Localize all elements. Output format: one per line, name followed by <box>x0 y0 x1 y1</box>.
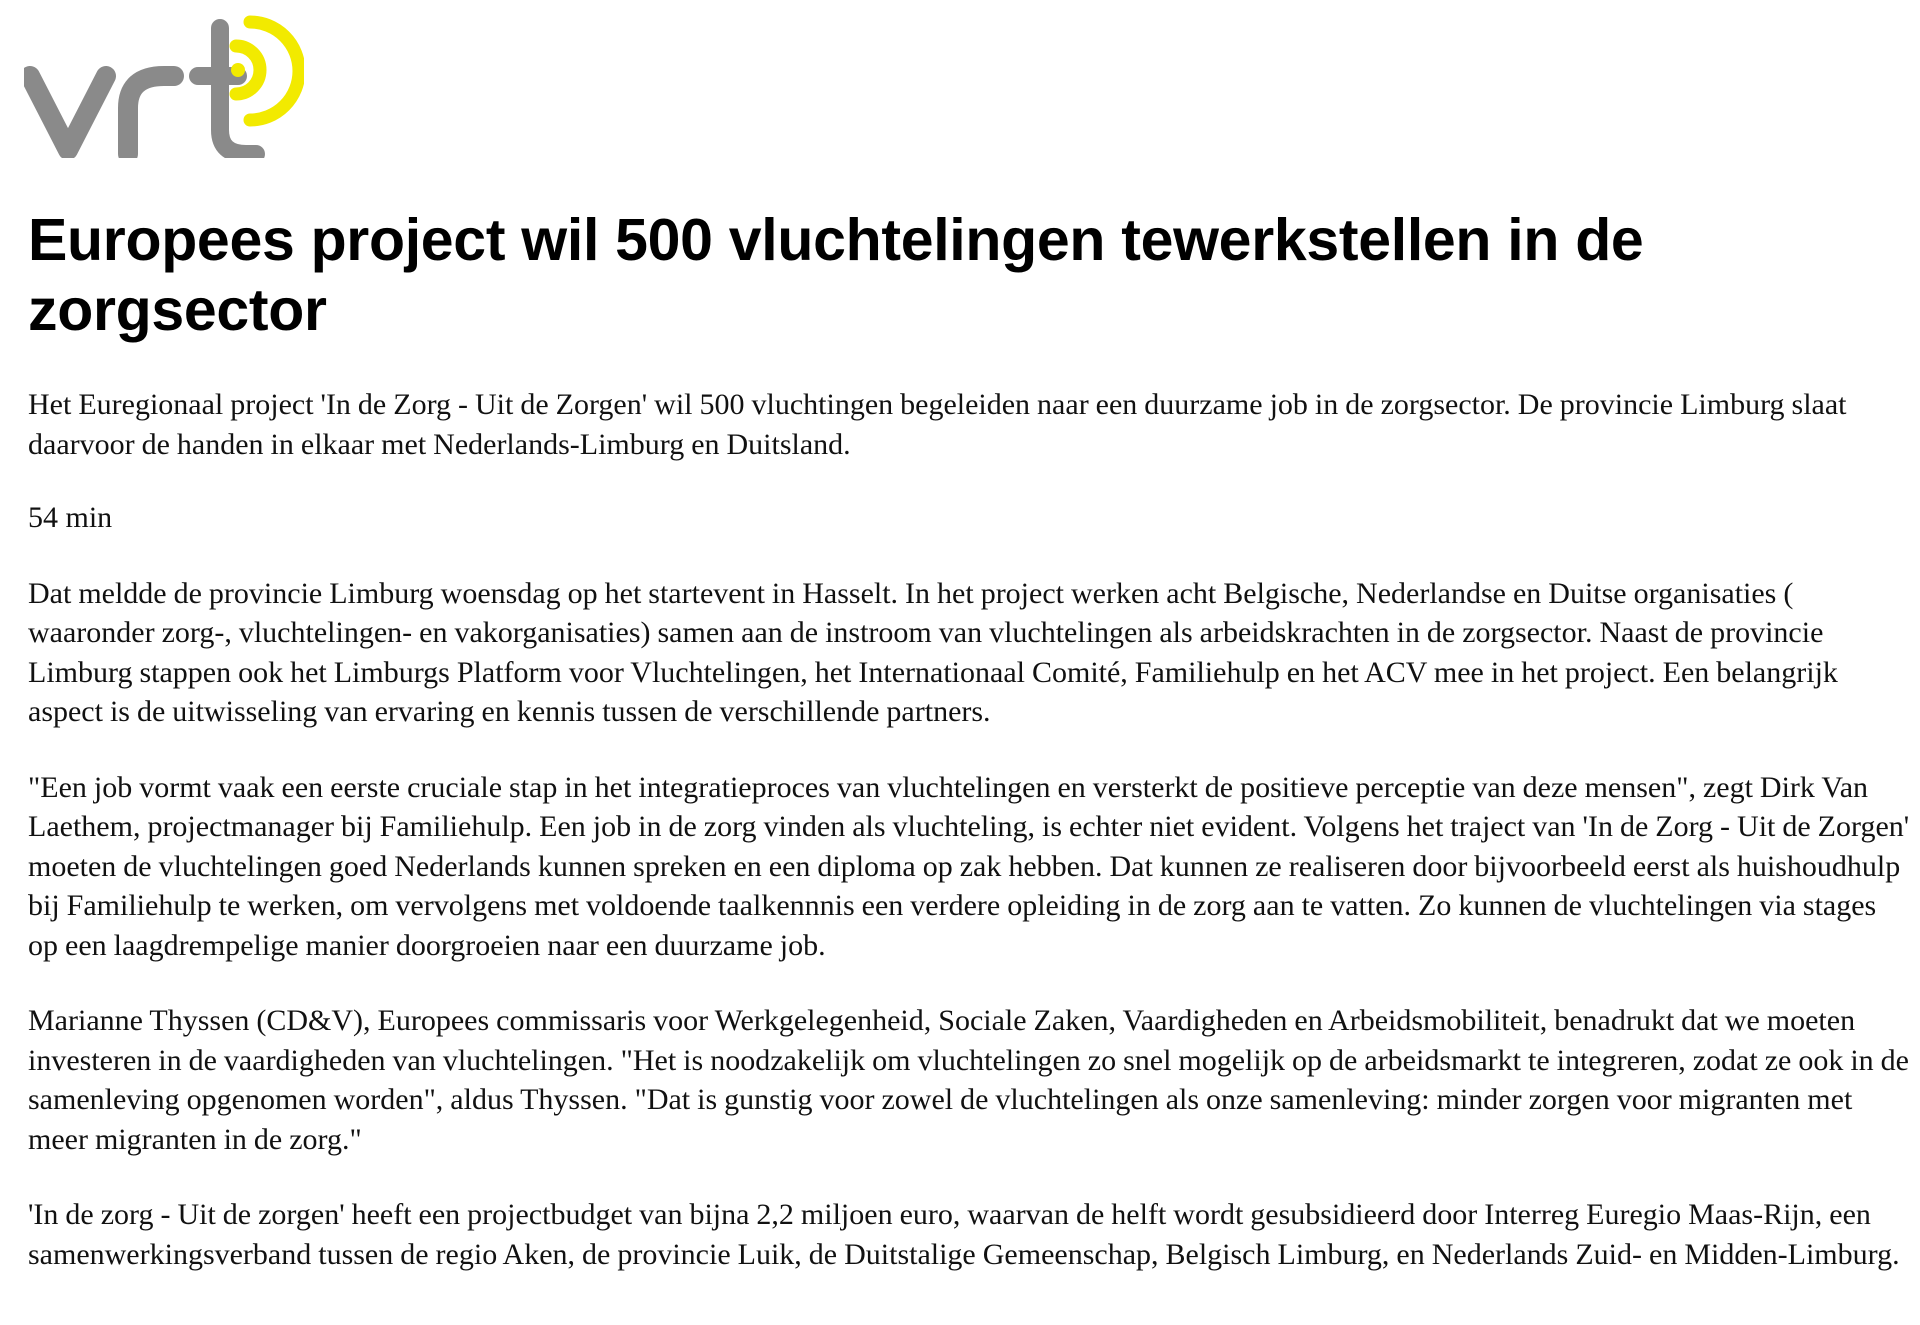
article-title: Europees project wil 500 vluchtelingen tewerkstellen in de zorgsector <box>28 207 1644 343</box>
article-timestamp: 54 min <box>28 501 113 534</box>
article-paragraph: 'In de zorg - Uit de zorgen' heeft een projectbudget van bijna 2,2 miljoen euro, waarvan de helft wordt gesubsidieerd door Interreg Euregio Maas-Rijn, een samenwerkingsverband tussen de regio Aken, de provincie Luik, de Duitstalige Gemeenschap, Belgisch Limburg, en Nederlands Zuid- en Midden-Limburg. <box>28 1198 1900 1271</box>
vrt-logo <box>24 8 304 158</box>
article <box>28 205 1913 1310</box>
article-paragraph: "Een job vormt vaak een eerste cruciale stap in het integratieproces van vluchtelingen en versterkt de positieve perceptie van deze mensen", zegt Dirk Van Laethem, projectmanager bij Familiehulp. Een job in de zorg vinden als vluchteling, is echter niet evident. Volgens het traject van 'In de Zorg - Uit de Zorgen' moeten de vluchtelingen goed Nederlands kunnen spreken en een diploma op zak hebben. Dat kunnen ze realiseren door bijvoorbeeld eerst als huishoudhulp bij Familiehulp te werken, om vervolgens met voldoende taalkennnis een verdere opleiding in de zorg aan te vatten. Zo kunnen de vluchtelingen via stages op een laagdrempelige manier doorgroeien naar een duurzame job. <box>28 770 1910 962</box>
article-lead: Het Euregionaal project 'In de Zorg - Uit de Zorgen' wil 500 vluchtingen begeleiden naar een duurzame job in de zorgsector. De provincie Limburg slaat daarvoor de handen in elkaar met Nederlands-Limburg en Duitsland. <box>28 388 1847 461</box>
article-paragraph: Dat meldde de provincie Limburg woensdag op het startevent in Hasselt. In het project werken acht Belgische, Nederlandse en Duitse organisaties ( waaronder zorg-, vluchtelingen- en vakorganisaties) samen aan de instroom van vluchtelingen als arbeidskrachten in de zorgsector. Naast de provincie Limburg stappen ook het Limburgs Platform voor Vluchtelingen, het Internationaal Comité, Familiehulp en het ACV mee in het project. Een belangrijk aspect is de uitwisseling van ervaring en kennis tussen de verschillende partners. <box>28 576 1838 728</box>
article-paragraph: Marianne Thyssen (CD&V), Europees commissaris voor Werkgelegenheid, Sociale Zaken, Vaardigheden en Arbeidsmobiliteit, benadrukt dat we moeten investeren in de vaardigheden van vluchtelingen. "Het is noodzakelijk om vluchtelingen zo snel mogelijk op de arbeidsmarkt te integreren, zodat ze ook in de samenleving opgenomen worden", aldus Thyssen. "Dat is gunstig voor zowel de vluchtelingen als onze samenleving: minder zorgen voor migranten met meer migranten in de zorg." <box>28 1004 1909 1156</box>
